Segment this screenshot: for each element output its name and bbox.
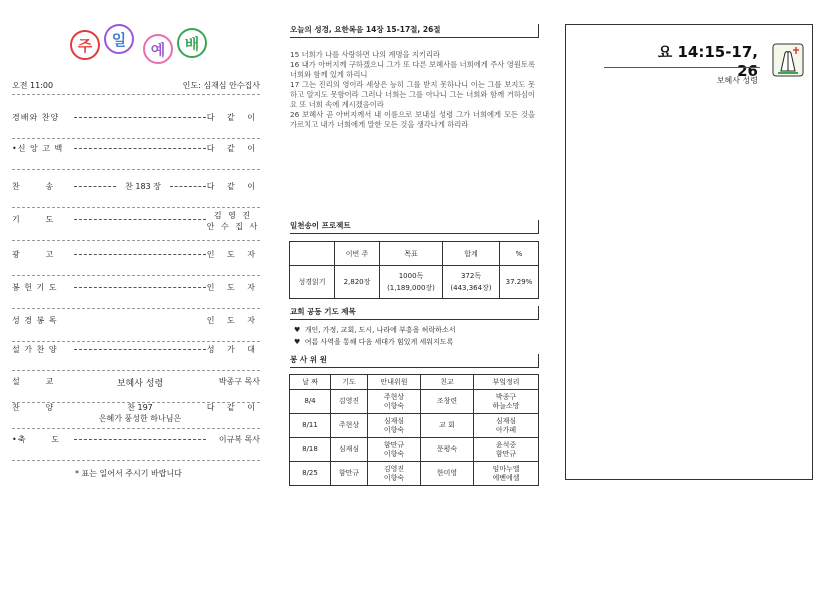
project-header: 합계 <box>443 242 500 266</box>
servants-cell: 8/11 <box>290 414 331 438</box>
order-item-detail: 찬 183 장 <box>125 182 161 191</box>
order-item-name: 경배와 찬양 <box>12 113 60 122</box>
servants-heading: 봉 사 위 원 <box>290 354 539 368</box>
service-leader: 인도: 심재심 안수집사 <box>182 81 260 90</box>
order-row <box>12 340 260 371</box>
project-cell: 1000독 (1,189,000장) <box>380 266 443 299</box>
servants-cell: 8/25 <box>290 462 331 486</box>
heart-icon: ♥ <box>294 326 301 334</box>
servants-row <box>290 390 539 414</box>
order-item-person: 이규복 목사 <box>218 435 260 444</box>
order-item-person: 다 같 이 <box>206 182 260 191</box>
leader-dots <box>74 186 116 187</box>
order-item-detail: 보혜사 성령 <box>116 379 164 389</box>
order-row <box>12 177 260 208</box>
servants-cell: 임마누엘 에벤에셀 <box>474 462 539 486</box>
order-row <box>12 210 260 241</box>
order-item-name: 성 경 봉 독 <box>12 316 58 325</box>
order-item-person: 인 도 자 <box>206 283 260 292</box>
servants-header: 친교 <box>421 375 474 390</box>
title-char-4: 배 <box>177 28 207 58</box>
sermon-rule <box>604 67 760 68</box>
title-char-3: 예 <box>143 34 173 64</box>
order-item-person: 다 같 이 <box>206 113 260 122</box>
prayer-item: ♥ 여름 사역을 통해 다음 세대가 힘있게 세워지도록 <box>294 338 454 346</box>
verse-26: 26 보혜사 곧 아버지께서 내 이름으로 보내실 성령 그가 너희에게 모든 것을 가르치고 내가 너희에게 말한 모든 것을 생각나게 하리라 <box>290 110 535 129</box>
scripture-heading: 오늘의 성경, 요한복음 14장 15-17절, 26절 <box>290 24 539 38</box>
order-row <box>12 245 260 276</box>
order-row <box>12 139 260 170</box>
order-item-person: 인 도 자 <box>206 250 260 259</box>
project-heading: 일천송이 프로젝트 <box>290 220 539 234</box>
verse-17: 17 그는 진리의 영이라 세상은 능히 그를 받지 못하나니 이는 그를 보지도 못하고 알지도 못함이라 그러나 너희는 그를 아나니 그는 너희와 함께 거하심이요 또 너희 속에 계시겠음이라 <box>290 80 535 109</box>
project-cell: 2,820장 <box>335 266 380 299</box>
servants-cell: 윤석중 함만규 <box>474 438 539 462</box>
servants-cell: 한미영 <box>421 462 474 486</box>
title-char-2: 일 <box>104 24 134 54</box>
project-table <box>289 241 539 299</box>
order-item-name: 설 가 찬 양 <box>12 345 58 354</box>
servants-row <box>290 414 539 438</box>
project-header: 목표 <box>380 242 443 266</box>
servants-cell: 심재심 아가페 <box>474 414 539 438</box>
order-row <box>12 398 260 429</box>
servants-cell: 함만규 이향숙 <box>368 438 421 462</box>
order-row <box>12 108 260 139</box>
servants-cell: 김영진 이향숙 <box>368 462 421 486</box>
order-item-name: 봉 헌 기 도 <box>12 283 58 292</box>
servants-table <box>289 374 539 486</box>
title-char-1: 주 <box>70 30 100 60</box>
order-item-person: 다 같 이 <box>206 403 260 412</box>
servants-header: 안내위원 <box>368 375 421 390</box>
prayer-item: ♥ 개인, 가정, 교회, 도시, 나라에 부흥을 허락하소서 <box>294 326 456 334</box>
servants-cell: 교 회 <box>421 414 474 438</box>
order-item-detail: 찬 197 은혜가 풍성한 하나님은 <box>98 403 182 423</box>
servants-cell: 조창련 <box>421 390 474 414</box>
servants-header: 부엌정리 <box>474 375 539 390</box>
sermon-title: 보혜사 성령 <box>716 76 758 85</box>
servants-cell: 심재심 이향숙 <box>368 414 421 438</box>
servants-cell: 김영진 <box>331 390 368 414</box>
servants-cell: 주현상 <box>331 414 368 438</box>
leader-dots <box>74 287 206 288</box>
order-item-name: •신 앙 고 백 <box>12 144 64 153</box>
verse-15: 15 너희가 나를 사랑하면 나의 계명을 지키리라 <box>290 50 441 59</box>
project-cell: 372독 (443,364장) <box>443 266 500 299</box>
order-item-person: 김 영 진 안 수 집 사 <box>206 211 260 231</box>
order-item-name: 찬 송 <box>12 182 55 191</box>
header-rule <box>12 94 260 95</box>
heart-icon: ♥ <box>294 338 301 346</box>
leader-dots <box>170 186 206 187</box>
order-item-name: 설 교 <box>12 377 55 386</box>
order-item-person: 성 가 대 <box>206 345 260 354</box>
praying-hands-icon <box>772 43 804 77</box>
project-cell: 성경읽기 <box>290 266 335 299</box>
servants-row <box>290 438 539 462</box>
order-row <box>12 430 260 461</box>
servants-cell: 문평숙 <box>421 438 474 462</box>
order-item-person: 박종구 목사 <box>218 377 260 386</box>
standing-note: * 표는 일어서 주시기 바랍니다 <box>75 469 182 478</box>
scripture-text <box>290 50 535 130</box>
sermon-box <box>565 24 813 480</box>
servants-cell: 주현상 이향숙 <box>368 390 421 414</box>
project-header <box>290 242 335 266</box>
leader-dots <box>74 254 206 255</box>
leader-dots <box>74 117 206 118</box>
project-header: % <box>500 242 539 266</box>
order-item-name: 찬 양 <box>12 403 55 412</box>
servants-cell: 박종구 하늘소망 <box>474 390 539 414</box>
servants-cell: 8/18 <box>290 438 331 462</box>
order-item-person: 다 같 이 <box>206 144 260 153</box>
servants-header: 날 짜 <box>290 375 331 390</box>
order-item-person: 인 도 자 <box>206 316 260 325</box>
order-item-name: 기 도 <box>12 215 55 224</box>
servants-cell: 8/4 <box>290 390 331 414</box>
servants-row <box>290 462 539 486</box>
order-item-name: •축 도 <box>12 435 60 444</box>
verse-16: 16 내가 아버지께 구하겠으니 그가 또 다른 보혜사를 너희에게 주사 영원토록 너희와 함께 있게 하리니 <box>290 60 535 79</box>
order-row <box>12 278 260 309</box>
project-cell: 37.29% <box>500 266 539 299</box>
leader-dots <box>74 219 206 220</box>
leader-dots <box>74 148 206 149</box>
prayer-list <box>294 324 455 348</box>
sermon-reference: 요 14:15-17, 26 <box>657 43 758 80</box>
service-time: 오전 11:00 <box>12 81 54 90</box>
order-item-name: 광 고 <box>12 250 55 259</box>
servants-cell: 심재심 <box>331 438 368 462</box>
leader-dots <box>74 349 206 350</box>
project-header: 이번 주 <box>335 242 380 266</box>
leader-dots <box>74 439 206 440</box>
servants-header: 기도 <box>331 375 368 390</box>
prayer-heading: 교회 공동 기도 제목 <box>290 306 539 320</box>
order-row <box>12 311 260 342</box>
servants-cell: 함만규 <box>331 462 368 486</box>
